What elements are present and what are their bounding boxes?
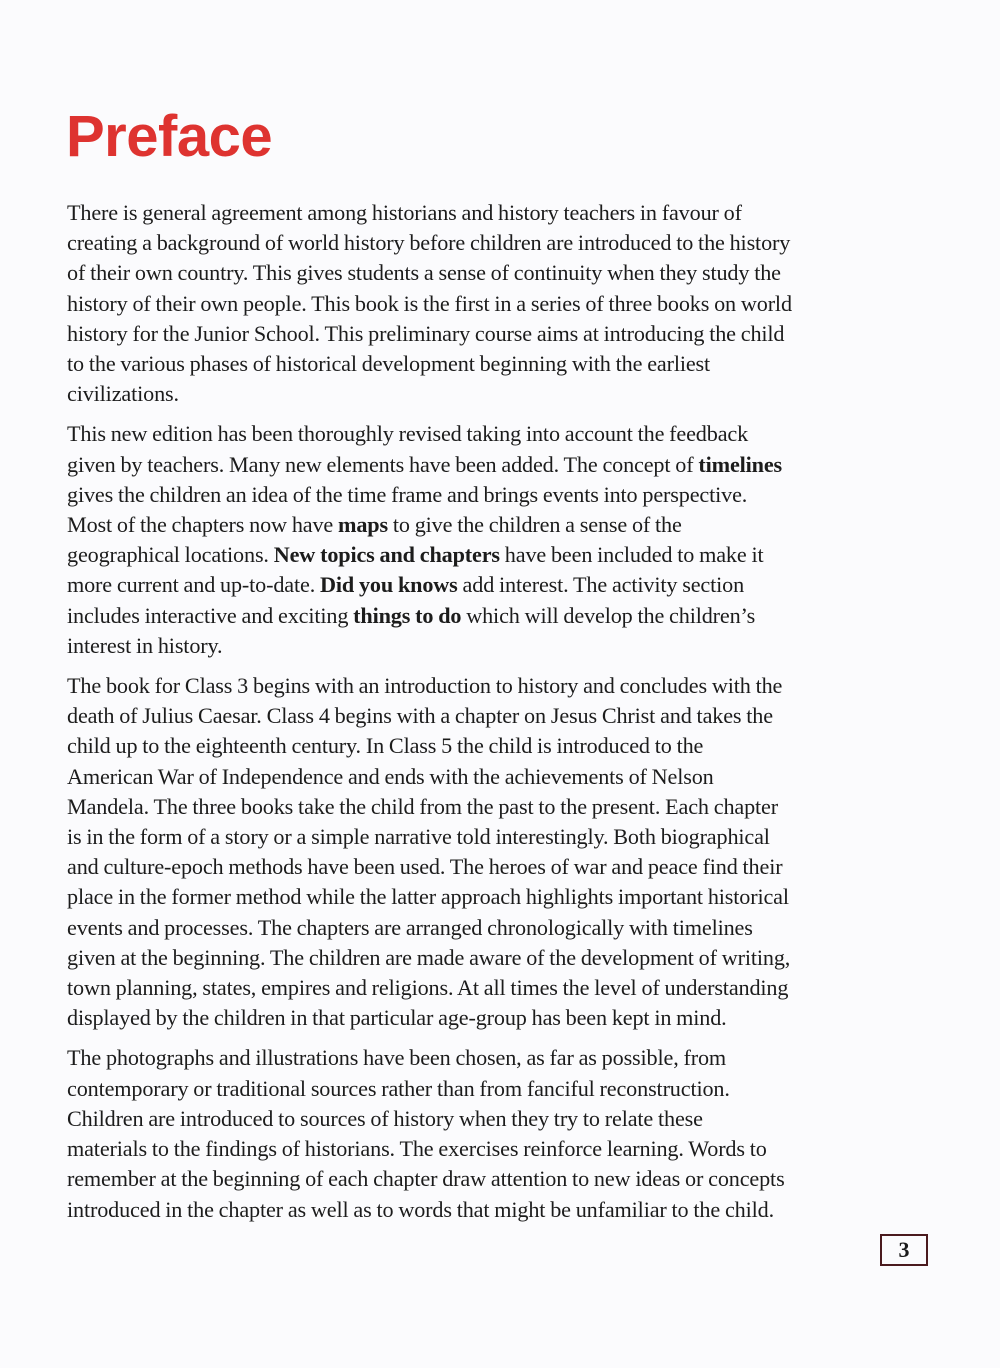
text-line: place in the former method while the latter approach highlights important historical [67,884,789,910]
paragraph-illustrations [67,1043,939,1224]
text-line: includes interactive and exciting things to do which will develop the children’s [67,602,756,628]
text-line: of their own country. This gives students a sense of continuity when they study the [67,260,781,286]
bold-keyword: timelines [698,451,783,477]
text-line: town planning, states, empires and religions. At all times the level of understanding [67,975,789,1001]
paragraph-new-edition [67,419,939,661]
text-line: Mandela. The three books take the child from the past to the present. Each chapter [67,793,778,819]
preface-body [67,198,939,1235]
text-line: given at the beginning. The children are made aware of the development of writing, [67,944,791,970]
bold-keyword: Did you knows [320,572,458,598]
text-line: Children are introduced to sources of history when they try to relate these [67,1105,703,1131]
text-line: The book for Class 3 begins with an introduction to history and concludes with the [67,673,783,699]
text-line: creating a background of world history before children are introduced to the history [67,230,791,256]
text-line: materials to the findings of historians. The exercises reinforce learning. Words to [67,1136,767,1162]
text-line: history of their own people. This book is the first in a series of three books on world [67,290,792,316]
bold-keyword: things to do [353,602,462,628]
page-number: 3 [880,1234,928,1266]
text-line: interest in history. [67,632,223,658]
bold-keyword: maps [338,512,388,538]
text-line: This new edition has been thoroughly revised taking into account the feedback [67,421,749,447]
text-line: events and processes. The chapters are arranged chronologically with timelines [67,914,753,940]
text-line: death of Julius Caesar. Class 4 begins with a chapter on Jesus Christ and takes the [67,703,773,729]
paragraph-class-books [67,671,939,1033]
text-line: geographical locations. New topics and chapters have been included to make it [67,542,764,568]
text-line: introduced in the chapter as well as to words that might be unfamiliar to the child. [67,1196,774,1222]
text-line: given by teachers. Many new elements have been added. The concept of timelines [67,451,783,477]
text-line: gives the children an idea of the time frame and brings events into perspective. [67,481,748,507]
text-line: Most of the chapters now have maps to give the children a sense of the [67,512,682,538]
text-line: remember at the beginning of each chapter draw attention to new ideas or concepts [67,1166,785,1192]
page-title: Preface [66,104,273,169]
text-line: more current and up-to-date. Did you knows add interest. The activity section [67,572,745,598]
text-line: contemporary or traditional sources rather than from fanciful reconstruction. [67,1075,730,1101]
text-line: The photographs and illustrations have been chosen, as far as possible, from [67,1045,727,1071]
text-line: history for the Junior School. This preliminary course aims at introducing the child [67,320,785,346]
text-line: and culture-epoch methods have been used. The heroes of war and peace find their [67,854,783,880]
text-line: displayed by the children in that particular age-group has been kept in mind. [67,1005,727,1031]
text-line: to the various phases of historical development beginning with the earliest [67,351,711,377]
paragraph-intro [67,198,939,409]
text-line: civilizations. [67,381,179,407]
text-line: child up to the eighteenth century. In Class 5 the child is introduced to the [67,733,704,759]
text-line: American War of Independence and ends with the achievements of Nelson [67,763,714,789]
bold-keyword: New topics and chapters [273,542,500,568]
text-line: There is general agreement among historians and history teachers in favour of [67,200,742,225]
text-line: is in the form of a story or a simple narrative told interestingly. Both biographical [67,824,770,850]
